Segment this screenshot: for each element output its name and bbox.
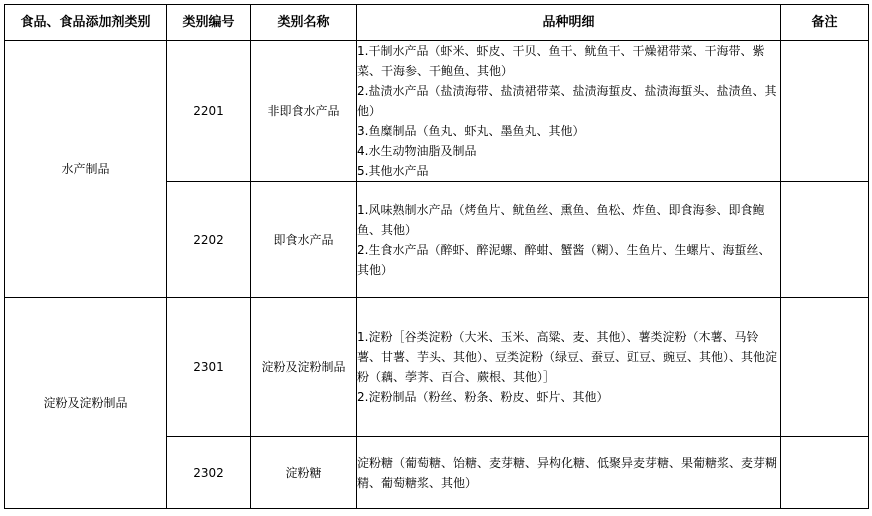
detail-line: 1.淀粉［谷类淀粉（大米、玉米、高粱、麦、其他）、薯类淀粉（木薯、马铃薯、甘薯、芋头、其他）、豆类淀粉（绿豆、蚕豆、豇豆、豌豆、其他）、其他淀粉（藕、荸荠、百合、蕨根、其他）］ [357, 330, 778, 384]
detail-line: 2.盐渍水产品（盐渍海带、盐渍裙带菜、盐渍海蜇皮、盐渍海蜇头、盐渍鱼、其他） [357, 84, 777, 118]
detail-cell [357, 41, 781, 182]
detail-line: 3.鱼糜制品（鱼丸、虾丸、墨鱼丸、其他） [357, 124, 585, 138]
detail-cell [357, 298, 781, 437]
detail-line: 2.淀粉制品（粉丝、粉条、粉皮、虾片、其他） [357, 390, 609, 404]
category-cell: 淀粉及淀粉制品 [5, 298, 167, 509]
code-cell: 2201 [167, 41, 251, 182]
remark-cell [781, 437, 869, 509]
remark-cell [781, 298, 869, 437]
code-cell: 2302 [167, 437, 251, 509]
code-cell: 2202 [167, 182, 251, 298]
detail-line: 4.水生动物油脂及制品 [357, 144, 477, 158]
detail-line: 1.干制水产品（虾米、虾皮、干贝、鱼干、鱿鱼干、干燥裙带菜、干海带、紫菜、干海参、干鲍鱼、其他） [357, 44, 765, 78]
header-remark: 备注 [781, 5, 869, 41]
table-row [5, 298, 869, 437]
header-code: 类别编号 [167, 5, 251, 41]
remark-cell [781, 41, 869, 182]
remark-cell [781, 182, 869, 298]
name-cell: 淀粉糖 [251, 437, 357, 509]
category-cell: 水产制品 [5, 41, 167, 298]
detail-line: 1.风味熟制水产品（烤鱼片、鱿鱼丝、熏鱼、鱼松、炸鱼、即食海参、即食鲍鱼、其他） [357, 202, 765, 237]
detail-line: 5.其他水产品 [357, 164, 429, 178]
name-cell: 非即食水产品 [251, 41, 357, 182]
detail-cell [357, 437, 781, 509]
name-cell: 淀粉及淀粉制品 [251, 298, 357, 437]
header-row [5, 5, 869, 41]
detail-cell [357, 182, 781, 298]
code-cell: 2301 [167, 298, 251, 437]
detail-line: 淀粉糖（葡萄糖、饴糖、麦芽糖、异构化糖、低聚异麦芽糖、果葡糖浆、麦芽糊精、葡萄糖浆、其他） [357, 455, 778, 490]
table-row [5, 41, 869, 182]
header-category: 食品、食品添加剂类别 [5, 5, 167, 41]
detail-line: 2.生食水产品（醉虾、醉泥螺、醉蚶、蟹酱（糊）、生鱼片、生螺片、海蜇丝、其他） [357, 242, 771, 277]
header-name: 类别名称 [251, 5, 357, 41]
name-cell: 即食水产品 [251, 182, 357, 298]
food-category-table [4, 4, 869, 509]
header-detail: 品种明细 [357, 5, 781, 41]
